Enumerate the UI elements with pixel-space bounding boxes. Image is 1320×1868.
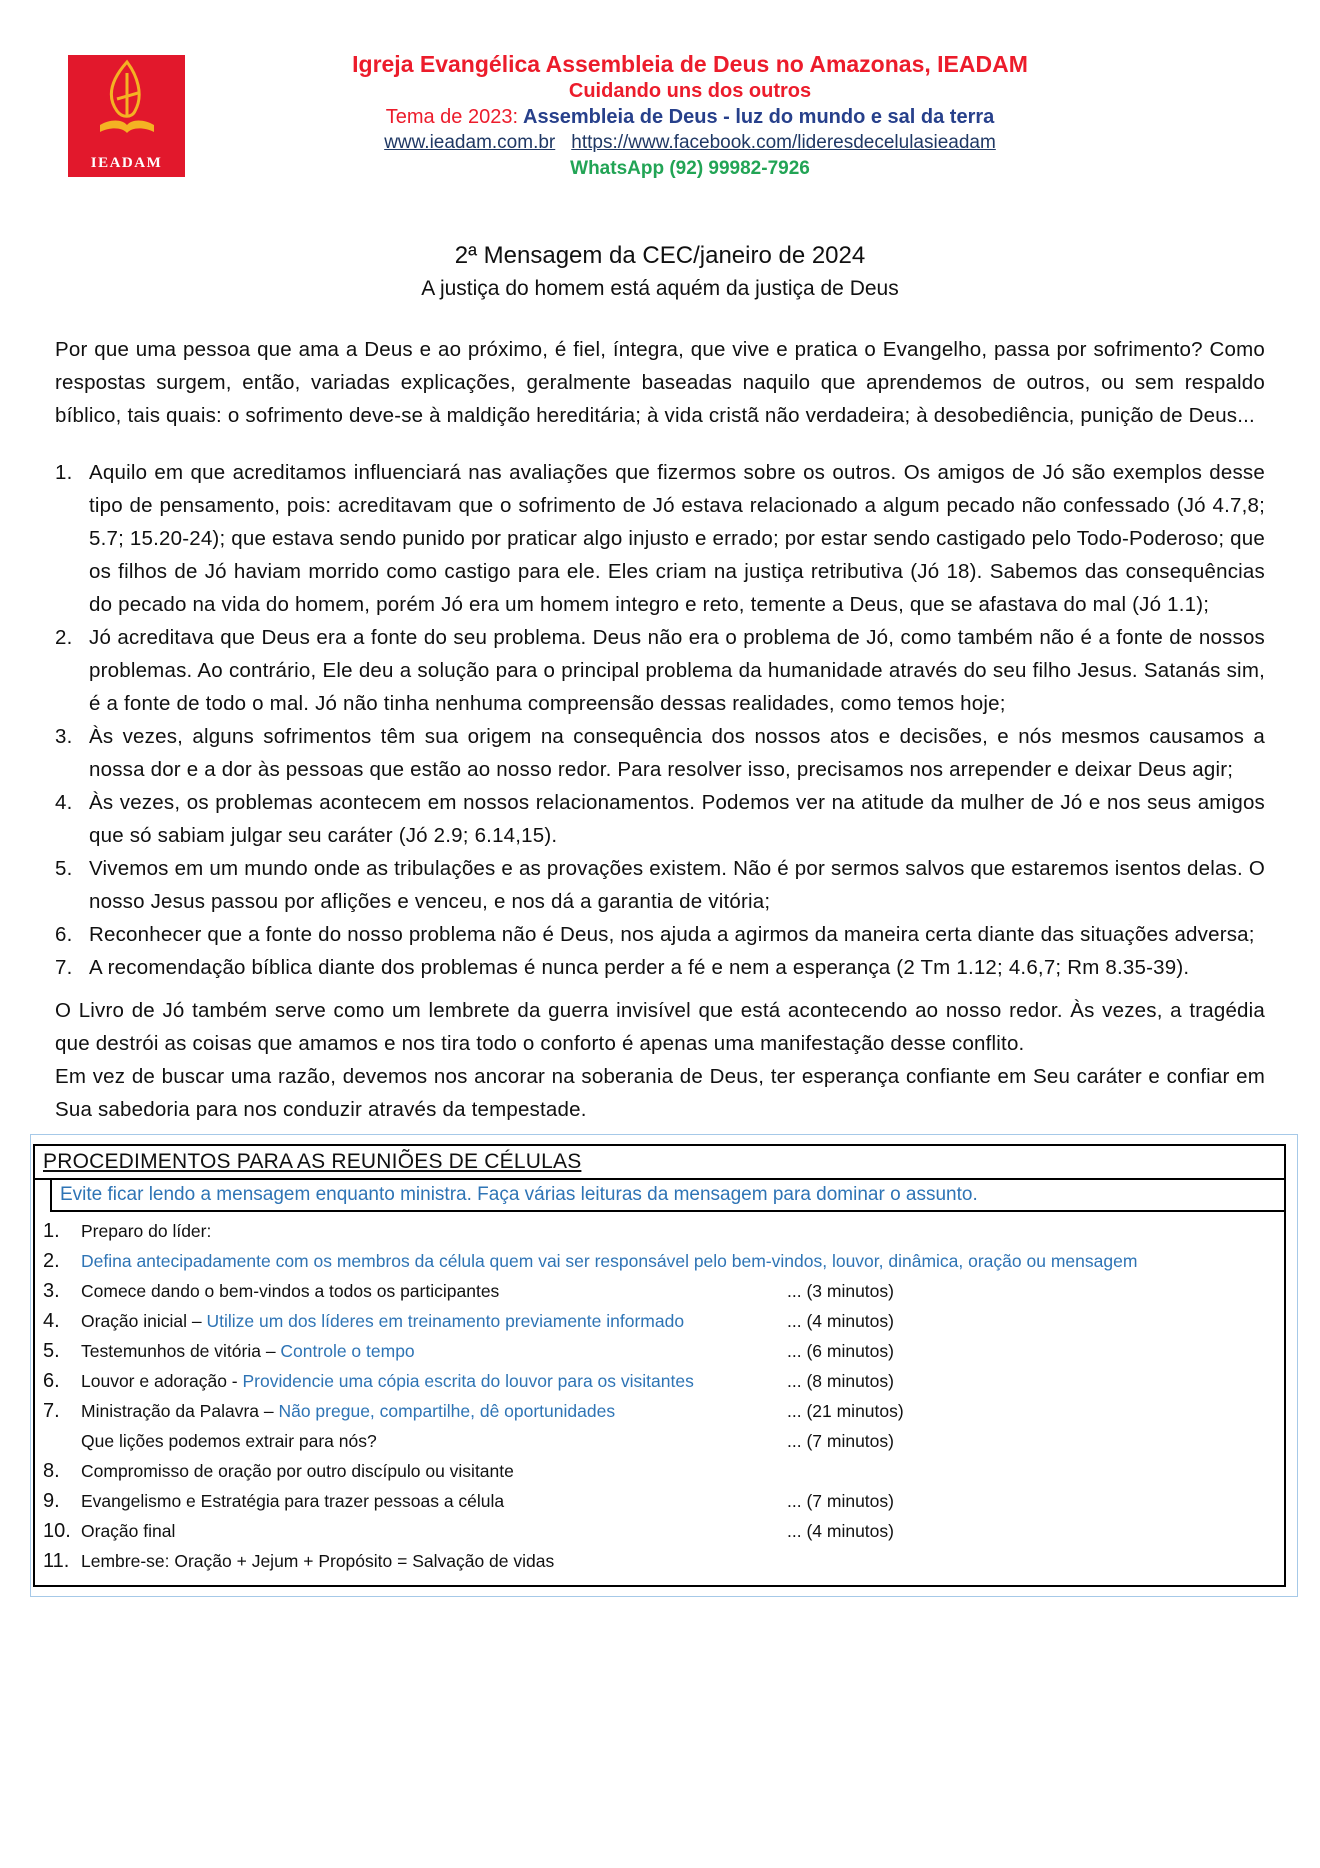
closing-paragraph-2: Em vez de buscar uma razão, devemos nos ancorar na soberania de Deus, ter esperança confiante em Seu caráter e confiar em Sua sabedoria para nos conduzir através da tempestade. bbox=[55, 1065, 1265, 1121]
procedures-list bbox=[35, 1212, 1284, 1585]
procedure-number: 11. bbox=[43, 1550, 70, 1572]
procedure-number: 4. bbox=[43, 1310, 60, 1332]
procedure-number: 2. bbox=[43, 1250, 60, 1272]
list-text: Às vezes, alguns sofrimentos têm sua origem na consequência dos nossos atos e decisões, e nós mesmos causamos a nossa dor e a dor às pessoas que estão ao nosso redor. Para resolver isso, precisamos nos arrepender e deixar Deus agir; bbox=[89, 725, 1265, 781]
list-text: Vivemos em um mundo onde as tribulações e as provações existem. Não é por sermos salvos que estaremos isentos delas. O nosso Jesus passou por aflições e venceu, e nos dá a garantia de vitória; bbox=[89, 857, 1265, 913]
list-item bbox=[55, 621, 1265, 720]
procedure-text bbox=[81, 1430, 787, 1453]
procedure-text-blue: Utilize um dos líderes em treinamento previamente informado bbox=[206, 1311, 685, 1331]
procedure-time: ... (7 minutos) bbox=[787, 1431, 894, 1451]
procedure-text-black: Oração inicial – bbox=[81, 1311, 207, 1331]
procedure-number: 3. bbox=[43, 1280, 60, 1302]
procedure-number: 8. bbox=[43, 1460, 60, 1482]
procedure-text-black: Lembre-se: Oração + Jejum + Propósito = Salvação de vidas bbox=[81, 1551, 555, 1571]
theme-label: Tema de 2023: bbox=[385, 106, 519, 128]
list-number: 2. bbox=[55, 626, 73, 649]
procedure-text bbox=[81, 1550, 787, 1573]
procedure-text bbox=[81, 1220, 787, 1243]
procedure-text-blue: Defina antecipadamente com os membros da célula quem vai ser responsável pelo bem-vindos, louvor, dinâmica, oração ou mensagem bbox=[81, 1251, 1138, 1271]
whatsapp-line: WhatsApp (92) 99982-7926 bbox=[570, 158, 810, 179]
procedure-row bbox=[43, 1460, 1274, 1483]
procedures-title: PROCEDIMENTOS PARA AS REUNIÕES DE CÉLULAS bbox=[43, 1150, 582, 1173]
procedure-text-black: Testemunhos de vitória – bbox=[81, 1341, 281, 1361]
list-item bbox=[55, 786, 1265, 852]
procedure-number: 6. bbox=[43, 1370, 60, 1392]
list-text: A recomendação bíblica diante dos problemas é nunca perder a fé e nem a esperança (2 Tm 1.12; 4.6,7; Rm 8.35-39). bbox=[89, 956, 1190, 979]
ieadam-logo bbox=[68, 55, 185, 177]
header-text-block bbox=[55, 50, 1265, 182]
procedure-number: 10. bbox=[43, 1520, 71, 1542]
message-list bbox=[55, 456, 1265, 984]
facebook-link[interactable]: https://www.facebook.com/lideresdecelulasieadam bbox=[571, 132, 996, 153]
procedure-number: 1. bbox=[43, 1220, 60, 1242]
procedure-text-black: Compromisso de oração por outro discípulo ou visitante bbox=[81, 1461, 514, 1481]
list-number: 7. bbox=[55, 956, 73, 979]
list-number: 5. bbox=[55, 857, 73, 880]
procedure-time: ... (3 minutos) bbox=[787, 1281, 894, 1301]
procedure-number: 7. bbox=[43, 1400, 60, 1422]
procedure-text bbox=[81, 1520, 787, 1543]
list-text: Jó acreditava que Deus era a fonte do seu problema. Deus não era o problema de Jó, como também não é a fonte de nossos problemas. Ao contrário, Ele deu a solução para o principal problema da humanidade através do seu filho Jesus. Satanás sim, é a fonte de todo o mal. Jó não tinha nenhuma compreensão dessas realidades, como temos hoje; bbox=[89, 626, 1265, 715]
list-number: 1. bbox=[55, 461, 73, 484]
theme-line bbox=[115, 104, 1265, 130]
procedure-text bbox=[81, 1370, 787, 1393]
procedure-number: 5. bbox=[43, 1340, 60, 1362]
procedure-text-blue: Controle o tempo bbox=[280, 1341, 415, 1361]
procedure-text-black: Louvor e adoração - bbox=[81, 1371, 243, 1391]
procedure-text-blue: Não pregue, compartilhe, dê oportunidades bbox=[278, 1401, 616, 1421]
closing-paragraph-1: O Livro de Jó também serve como um lembrete da guerra invisível que está acontecendo ao nosso redor. Às vezes, a tragédia que destrói as coisas que amamos e nos tira todo o conforto é apenas uma manifestação desse conflito. bbox=[55, 999, 1265, 1055]
page-title: 2ª Mensagem da CEC/janeiro de 2024 bbox=[454, 242, 866, 269]
list-number: 4. bbox=[55, 791, 73, 814]
intro-paragraph: Por que uma pessoa que ama a Deus e ao próximo, é fiel, íntegra, que vive e pratica o Evangelho, passa por sofrimento? Como respostas surgem, então, variadas explicações, geralmente baseadas naquilo que aprendemos de outros, ou sem respaldo bíblico, tais quais: o sofrimento deve-se à maldição hereditária; à vida cristã não verdadeira; à desobediência, punição de Deus... bbox=[55, 338, 1265, 427]
procedure-text-black: Que lições podemos extrair para nós? bbox=[81, 1431, 377, 1451]
list-text: Às vezes, os problemas acontecem em nossos relacionamentos. Podemos ver na atitude da mulher de Jó e nos seus amigos que só sabiam julgar seu caráter (Jó 2.9; 6.14,15). bbox=[89, 791, 1265, 847]
procedures-note-row bbox=[50, 1180, 1284, 1212]
procedure-time: ... (8 minutos) bbox=[787, 1371, 894, 1391]
procedure-text bbox=[81, 1250, 1274, 1273]
list-number: 3. bbox=[55, 725, 73, 748]
list-item bbox=[55, 456, 1265, 621]
procedures-box bbox=[33, 1144, 1286, 1587]
procedure-text-black: Oração final bbox=[81, 1521, 176, 1541]
procedures-section bbox=[30, 1134, 1298, 1597]
procedure-time: ... (4 minutos) bbox=[787, 1311, 894, 1331]
theme-text: Assembleia de Deus - luz do mundo e sal da terra bbox=[523, 106, 995, 128]
procedure-text bbox=[81, 1490, 787, 1513]
procedure-row bbox=[43, 1310, 1274, 1333]
list-item bbox=[55, 852, 1265, 918]
motto: Cuidando uns dos outros bbox=[568, 80, 812, 102]
list-item bbox=[55, 918, 1265, 951]
procedure-row bbox=[43, 1250, 1274, 1273]
procedure-text-black: Comece dando o bem-vindos a todos os participantes bbox=[81, 1281, 500, 1301]
procedure-row bbox=[43, 1430, 1274, 1453]
procedures-title-row bbox=[35, 1146, 1284, 1180]
website-link[interactable]: www.ieadam.com.br bbox=[384, 132, 556, 153]
procedure-time: ... (7 minutos) bbox=[787, 1491, 894, 1511]
procedure-text bbox=[81, 1400, 787, 1423]
list-item bbox=[55, 720, 1265, 786]
document-header bbox=[55, 50, 1265, 182]
list-text: Aquilo em que acreditamos influenciará nas avaliações que fizermos sobre os outros. Os amigos de Jó são exemplos desse tipo de pensamento, pois: acreditavam que o sofrimento de Jó estava relacionado a algum pecado não confessado (Jó 4.7,8; 5.7; 15.20-24); que estava sendo punido por praticar algo injusto e errado; por estar sendo castigado pelo Todo-Poderoso; que os filhos de Jó haviam morrido como castigo para ele. Eles criam na justiça retributiva (Jó 18). Sabemos das consequências do pecado na vida do homem, porém Jó era um homem integro e reto, temente a Deus, que se afastava do mal (Jó 1.1); bbox=[89, 461, 1265, 616]
procedure-row bbox=[43, 1340, 1274, 1363]
procedure-text bbox=[81, 1280, 787, 1303]
procedure-text bbox=[81, 1340, 787, 1363]
procedure-time: ... (21 minutos) bbox=[787, 1401, 904, 1421]
procedure-row bbox=[43, 1280, 1274, 1303]
procedure-text-black: Ministração da Palavra – bbox=[81, 1401, 279, 1421]
org-name: Igreja Evangélica Assembleia de Deus no Amazonas, IEADAM bbox=[352, 51, 1028, 77]
procedure-time: ... (6 minutos) bbox=[787, 1341, 894, 1361]
procedure-row bbox=[43, 1400, 1274, 1423]
procedure-text-black: Preparo do líder: bbox=[81, 1221, 212, 1241]
list-item bbox=[55, 951, 1265, 984]
procedure-number: 9. bbox=[43, 1490, 60, 1512]
flame-book-icon bbox=[92, 59, 162, 145]
procedure-row bbox=[43, 1550, 1274, 1573]
procedure-text bbox=[81, 1460, 787, 1483]
procedure-time: ... (4 minutos) bbox=[787, 1521, 894, 1541]
procedures-note: Evite ficar lendo a mensagem enquanto ministra. Faça várias leituras da mensagem para dominar o assunto. bbox=[60, 1184, 978, 1205]
procedure-row bbox=[43, 1220, 1274, 1243]
procedure-row bbox=[43, 1370, 1274, 1393]
procedures-outer-frame bbox=[30, 1134, 1298, 1597]
procedure-text-blue: Providencie uma cópia escrita do louvor para os visitantes bbox=[242, 1371, 694, 1391]
logo-text: IEADAM bbox=[90, 155, 163, 171]
list-number: 6. bbox=[55, 923, 73, 946]
page-subtitle: A justiça do homem está aquém da justiça de Deus bbox=[421, 277, 899, 300]
procedure-text bbox=[81, 1310, 787, 1333]
procedure-row bbox=[43, 1490, 1274, 1513]
links-line bbox=[115, 130, 1265, 156]
list-text: Reconhecer que a fonte do nosso problema não é Deus, nos ajuda a agirmos da maneira certa diante das situações adversa; bbox=[89, 923, 1255, 946]
procedure-text-black: Evangelismo e Estratégia para trazer pessoas a célula bbox=[81, 1491, 505, 1511]
procedure-row bbox=[43, 1520, 1274, 1543]
